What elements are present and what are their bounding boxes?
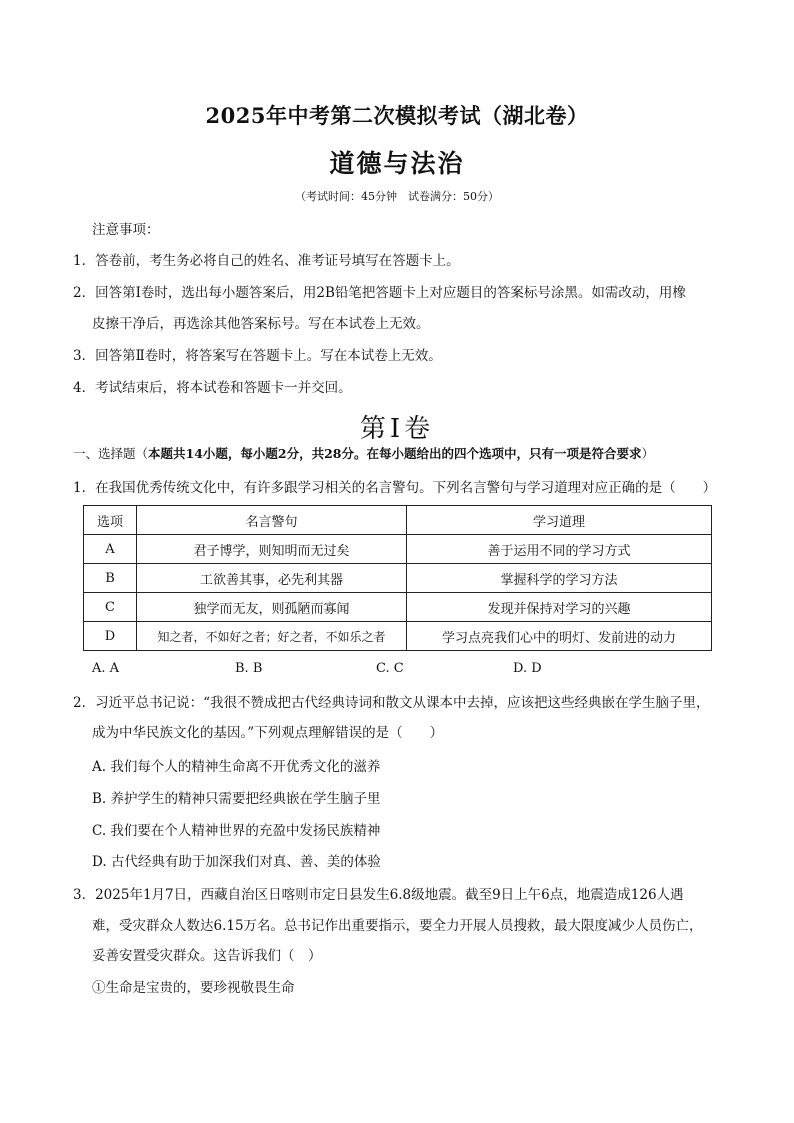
table-row bbox=[84, 622, 712, 651]
table-row bbox=[84, 593, 712, 622]
note-item-continued: 皮擦干净后，再选涂其他答案标号。写在本试卷上无效。 bbox=[92, 316, 430, 332]
exam-info: （考试时间：45分钟 试卷满分：50分） bbox=[295, 190, 499, 203]
question-3-stem: 3．2025年1月7日，西藏自治区日喀则市定日县发生6.8级地震。截至9日上午6点，地震造成126人遇 bbox=[73, 887, 684, 903]
table-cell: D bbox=[84, 622, 137, 651]
note-item: 2．回答第Ⅰ卷时，选出每小题答案后，用2B铅笔把答题卡上对应题目的答案标号涂黑。如需改动，用橡 bbox=[73, 285, 686, 301]
note-item: 3．回答第Ⅱ卷时，将答案写在答题卡上。写在本试卷上无效。 bbox=[73, 348, 442, 364]
table-cell: 工欲善其事，必先利其器 bbox=[137, 564, 407, 593]
table-cell: 知之者，不如好之者；好之者，不如乐之者 bbox=[137, 622, 407, 651]
instruction-prefix: 一、选择题（ bbox=[73, 446, 149, 461]
table-cell: 君子博学，则知明而无过矣 bbox=[137, 535, 407, 564]
choice-b: B. B bbox=[235, 661, 263, 676]
question-3-stem-cont: 妥善安置受灾群众。这告诉我们（ ） bbox=[92, 948, 322, 964]
table-row bbox=[84, 564, 712, 593]
question-1-stem: 1．在我国优秀传统文化中，有许多跟学习相关的名言警句。下列名言警句与学习道理对应正确的是（ ） bbox=[73, 480, 717, 496]
question-3-item: ①生命是宝贵的，要珍视敬畏生命 bbox=[92, 980, 295, 996]
table-cell: 掌握科学的学习方法 bbox=[407, 564, 712, 593]
table-header-cell: 选项 bbox=[84, 506, 137, 535]
table-header-cell: 学习道理 bbox=[407, 506, 712, 535]
question-2-option: B. 养护学生的精神只需要把经典嵌在学生脑子里 bbox=[92, 791, 381, 807]
table-cell: 独学而无友，则孤陋而寡闻 bbox=[137, 593, 407, 622]
question-3-stem-cont: 难，受灾群众人数达6.15万名。总书记作出重要指示，要全力开展人员搜救，最大限度减少人员伤亡， bbox=[92, 918, 703, 934]
instruction-suffix: ） bbox=[641, 446, 655, 461]
instruction-bold: 本题共14小题，每小题2分，共28分。在每小题给出的四个选项中，只有一项是符合要求 bbox=[148, 446, 642, 461]
note-item: 1．答卷前，考生务必将自己的姓名、准考证号填写在答题卡上。 bbox=[73, 253, 460, 269]
question-2-option: C. 我们要在个人精神世界的充盈中发扬民族精神 bbox=[92, 823, 381, 839]
section-instruction bbox=[73, 444, 654, 464]
notes-heading: 注意事项： bbox=[92, 222, 160, 238]
table-cell: 学习点亮我们心中的明灯、发前进的动力 bbox=[407, 622, 712, 651]
question-2-stem-cont: 成为中华民族文化的基因。”下列观点理解错误的是（ ） bbox=[92, 725, 444, 741]
table-cell: 善于运用不同的学习方式 bbox=[407, 535, 712, 564]
question-2-option: A. 我们每个人的精神生命离不开优秀文化的滋养 bbox=[92, 759, 381, 775]
question-2-stem: 2．习近平总书记说：“我很不赞成把古代经典诗词和散文从课本中去掉，应该把这些经典嵌在学生脑子里， bbox=[73, 695, 710, 711]
table-cell: B bbox=[84, 564, 137, 593]
note-item: 4．考试结束后，将本试卷和答题卡一并交回。 bbox=[73, 380, 352, 396]
question-1-table bbox=[83, 505, 712, 651]
choice-a: A. A bbox=[92, 661, 120, 676]
table-cell: 发现并保持对学习的兴趣 bbox=[407, 593, 712, 622]
choice-c: C. C bbox=[376, 661, 404, 676]
question-2-option: D. 古代经典有助于加深我们对真、善、美的体验 bbox=[92, 854, 381, 870]
table-header-cell: 名言警句 bbox=[137, 506, 407, 535]
table-row bbox=[84, 535, 712, 564]
section-title: 第Ⅰ卷 bbox=[359, 414, 435, 444]
table-header-row bbox=[84, 506, 712, 535]
subject-title: 道德与法治 bbox=[329, 149, 465, 178]
choice-d: D. D bbox=[513, 661, 542, 676]
table-cell: A bbox=[84, 535, 137, 564]
table-cell: C bbox=[84, 593, 137, 622]
exam-title: 2025年中考第二次模拟考试（湖北卷） bbox=[205, 103, 589, 128]
